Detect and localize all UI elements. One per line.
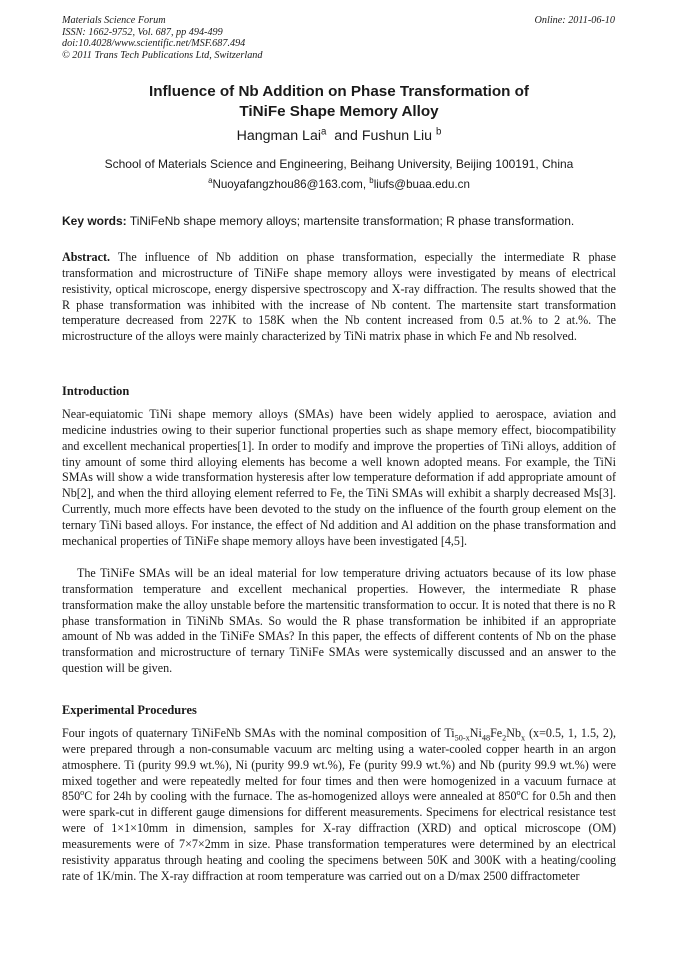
issn-line: ISSN: 1662-9752, Vol. 687, pp 494-499 [62, 26, 223, 38]
keywords-text: TiNiFeNb shape memory alloys; martensite transformation; R phase transformation. [129, 214, 575, 228]
author-2: and Fushun Liu [334, 128, 433, 144]
keywords [62, 214, 616, 228]
intro-paragraph-2: The TiNiFe SMAs will be an ideal material for low temperature driving actuators because of its low phase transformation temperature and excellent mechanical properties. However, the intermediate R phase transformation make the alloy unstable before the martensitic transformation to occur. It is noted that there is no R phase transformation in TiNiNb SMAs. So would the R phase transformation be inhibited if an appropriate amount of Nb was added in the TiNiFe SMAs? In this paper, the effects of different contents of Nb on the phase transformation and microstructure of ternary TiNiFe SMAs were systemically discussed and an answer to the question will be given. [62, 566, 616, 676]
keywords-label: Key words: [62, 214, 127, 228]
email-2: liufs@buaa.edu.cn [373, 178, 470, 191]
journal-header [62, 15, 262, 61]
author-2-mark: b [436, 126, 442, 138]
abstract-text: The influence of Nb addition on phase transformation, especially the intermediate R phase transformation and microstructure of TiNiFe shape memory alloys were investigated by means of electrical resistivity, optical microscope, energy dispersive spectroscopy and X-ray diffraction. The results showed that the R phase transformation was inhibited with the increase of Nb content. The martensite start transformation temperature decreased from 227K to 158K when the Nb content increased from 0.5 at.% to 2 at.%. The microstructure of the alloys were mainly characterized by TiNi matrix phase in which Fe and Nb resolved. [62, 250, 616, 344]
intro-paragraph-1: Near-equiatomic TiNi shape memory alloys (SMAs) have been widely applied to aerospace, aviation and medicine industries owing to their superior functional properties such as shape memory effect, biocompatibility and excellent mechanical properties[1]. In order to modify and improve the properties of TiNi alloys, addition of tiny amount of some third alloying elements has become a well known adopted means. For example, the TiNi SMAs will show a wide transformation hysteresis after low temperature deformation if add appropriate amount of Nb[2], and when the third alloying element referred to Fe, the TiNi SMAs will exhibit a sharply decreased Ms[3]. Currently, much more effects have been devoted to the study on the influence of the fourth group element on the ternary TiNi based alloys. For instance, the effect of Nd addition and Al addition on the phase transformation and mechanical properties of TiNiFe shape memory alloys have been investigated [4,5]. [62, 407, 616, 548]
title-line-2: TiNiFe Shape Memory Alloy [239, 102, 439, 120]
online-date: Online: 2011-06-10 [534, 15, 615, 26]
author-list [62, 128, 616, 144]
copyright-line: © 2011 Trans Tech Publications Ltd, Switzerland [62, 49, 263, 61]
abstract-label: Abstract. [62, 250, 111, 264]
author-1-mark: a [321, 126, 327, 138]
author-emails [62, 178, 616, 191]
affiliation: School of Materials Science and Engineering, Beihang University, Beijing 100191, China [104, 157, 574, 171]
abstract [62, 250, 616, 345]
experimental-paragraph: Four ingots of quaternary TiNiFeNb SMAs with the nominal composition of $Ti_{50-x}Ni_{48}Fe_2Nb_x$ (x=0.5, 1, 1.5, 2), were prepared through a non-consumable vacuum arc melting using a water-cooled copper hearth in an argon atmosphere. Ti (purity 99.9 wt.%), Ni (purity 99.9 wt.%), Fe (purity 99.9 wt.%) and Nb (purity 99.9 wt.%) were mixed together and were repeatedly melted for four times and then were homogenized in a vacuum furnace at 850$^o$C for 24h by cooling with the furnace. The as-homogenized alloys were annealed at 850$^o$C for 0.5h and then were spark-cut in different gauge dimensions for different measurements. Specimens for electrical resistance test were of 1×1×10mm in dimension, samples for X-ray diffraction (XRD) and optical microscope (OM) measurements were of 7×7×2mm in size. Phase transformation temperatures were determined by an electrical resistivity apparatus through heating and cooling the specimens between 50K and 300K with a heating/cooling rate of 1K/min. The X-ray diffraction at room temperature was carried out on a D/max 2500 diffractometer [62, 726, 616, 883]
doi-line: doi:10.4028/www.scientific.net/MSF.687.494 [62, 38, 246, 50]
title-line-1: Influence of Nb Addition on Phase Transformation of [149, 83, 529, 100]
paper-title [62, 82, 616, 121]
journal-name: Materials Science Forum [62, 15, 166, 26]
author-1: Hangman Lai [236, 128, 321, 144]
introduction-heading: Introduction [62, 384, 130, 398]
experimental-heading: Experimental Procedures [62, 703, 197, 717]
email-1-mark: a [208, 176, 213, 186]
email-1: Nuoyafangzhou86@163.com, [212, 178, 367, 191]
email-2-mark: b [369, 176, 374, 186]
